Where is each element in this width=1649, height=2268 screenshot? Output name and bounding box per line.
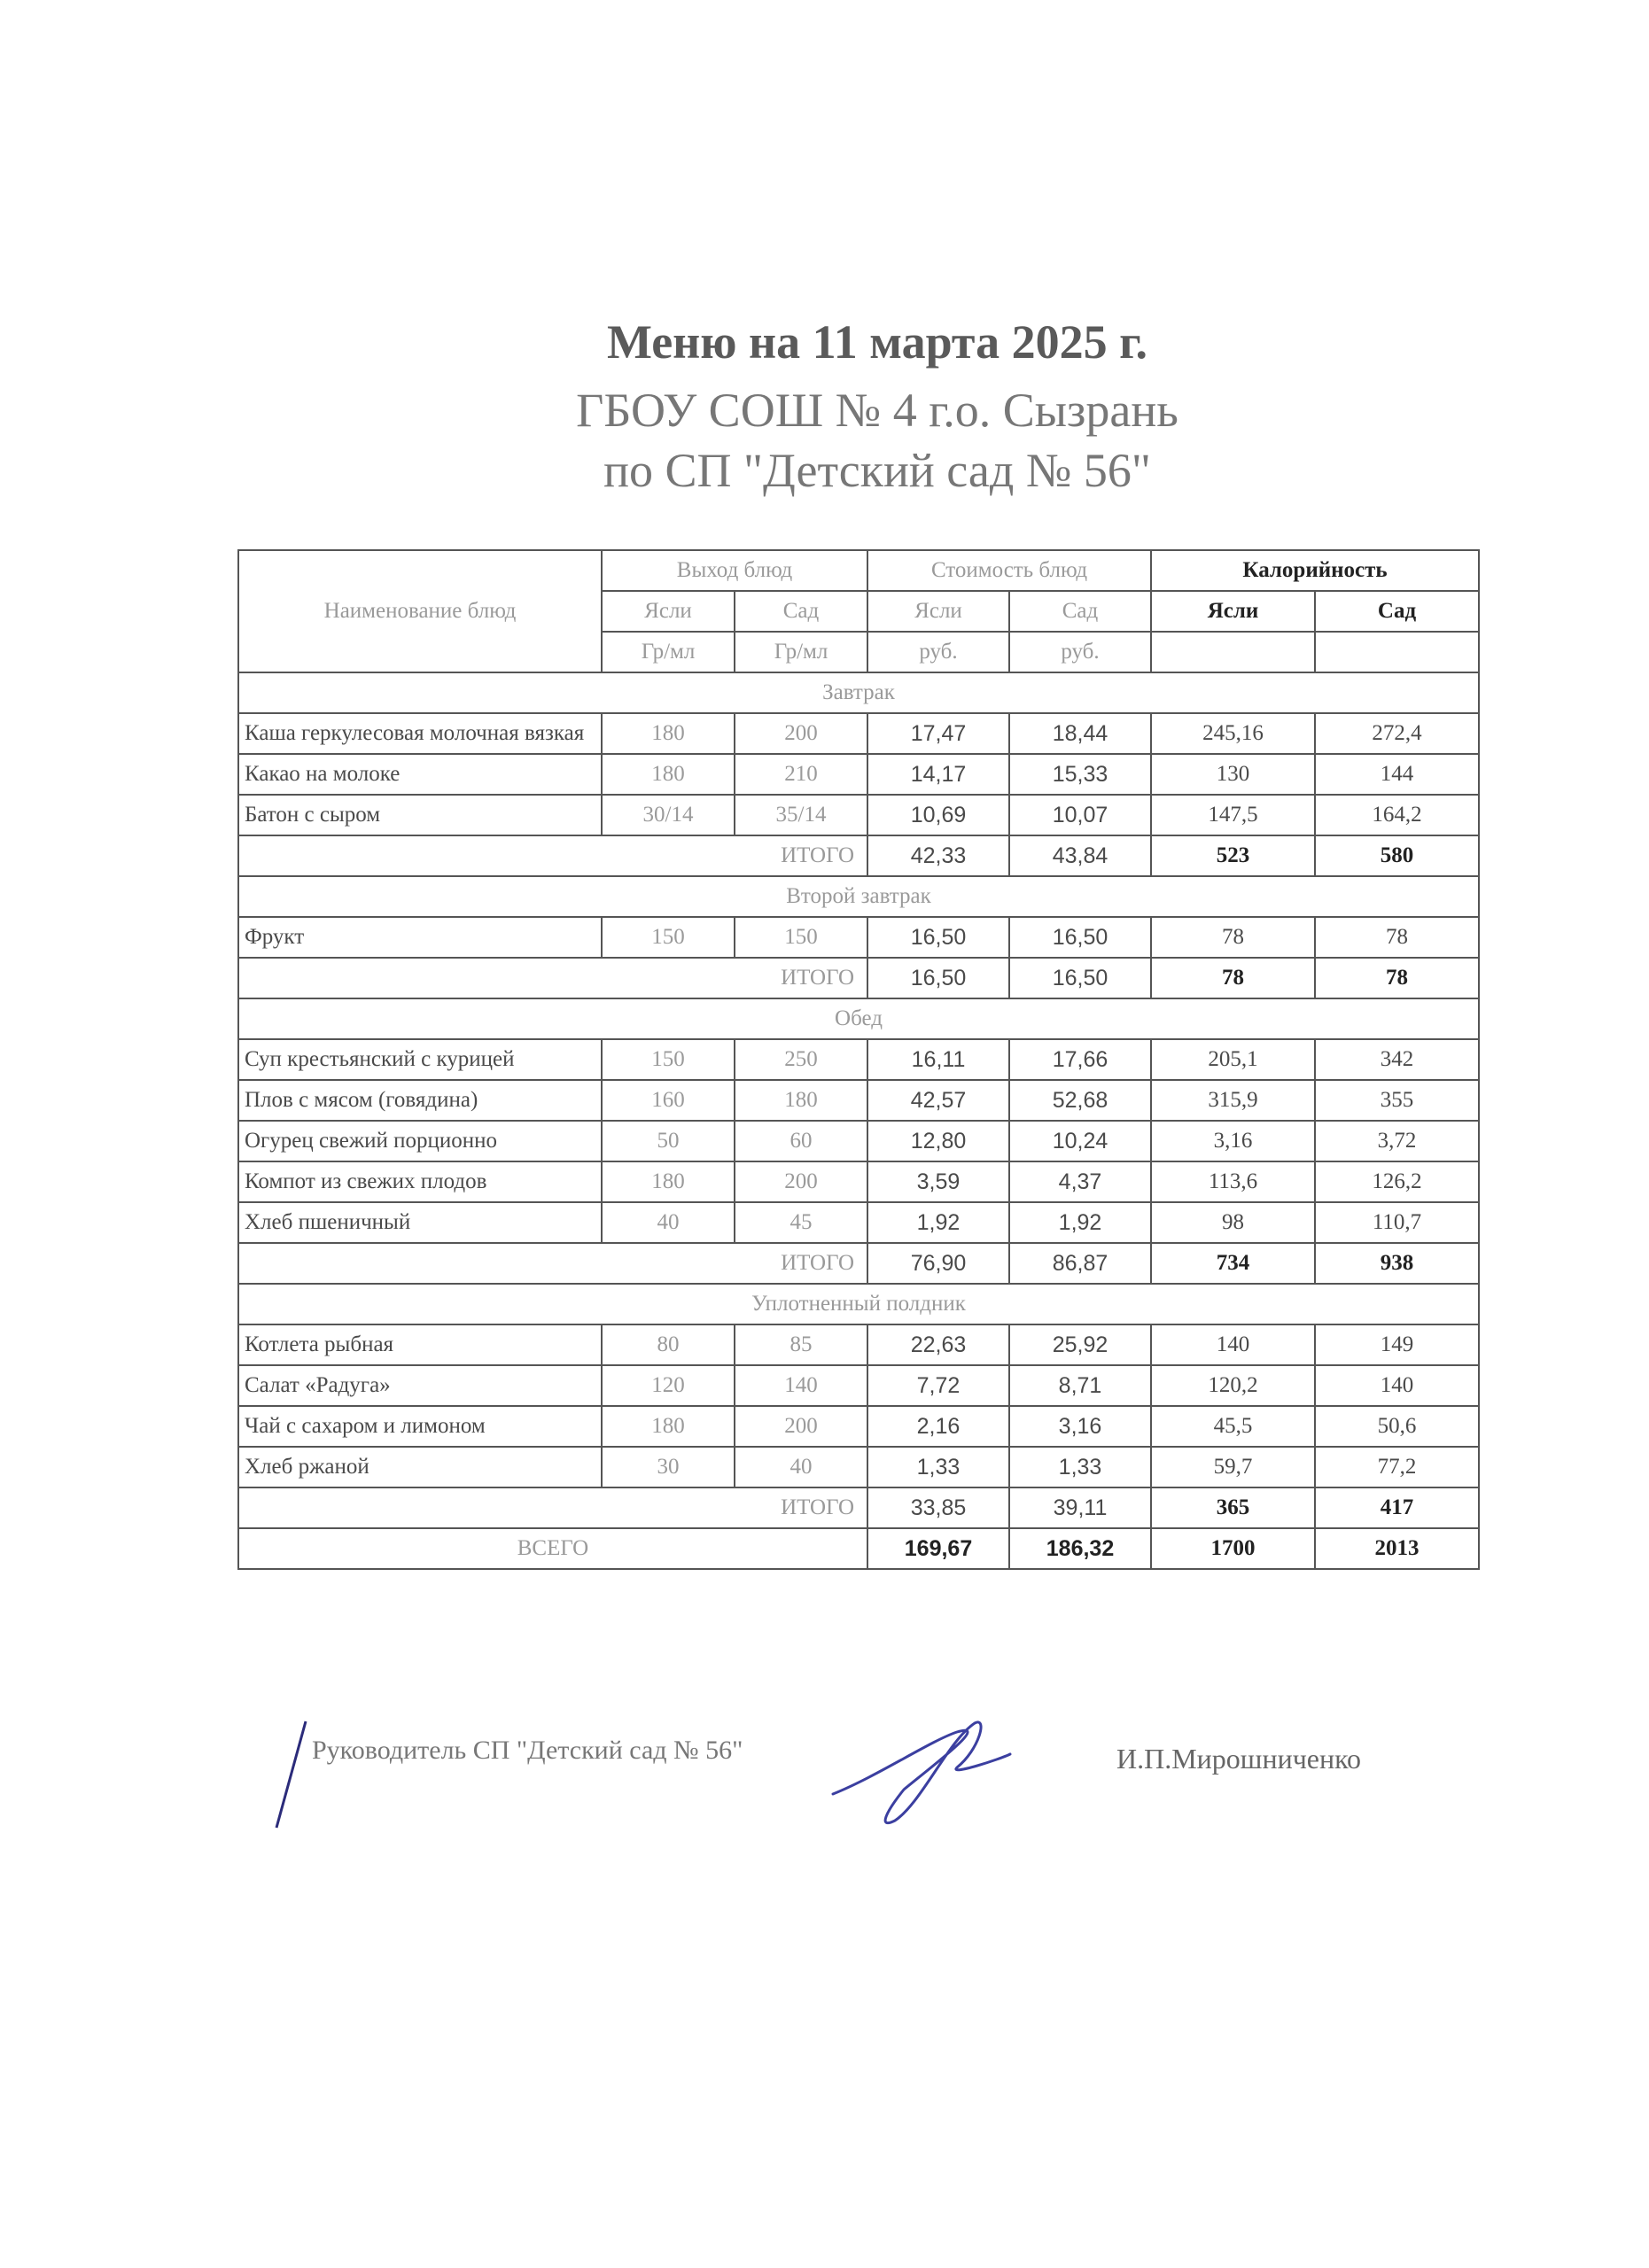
output-nursery: 160 — [602, 1080, 735, 1121]
table-row — [238, 795, 1479, 835]
output-nursery: 180 — [602, 1406, 735, 1447]
table-row — [238, 1161, 1479, 1202]
dish-name: Салат «Радуга» — [238, 1365, 602, 1406]
subtotal-cost-garden: 86,87 — [1009, 1243, 1151, 1284]
subtotal-label: ИТОГО — [238, 1487, 867, 1528]
grand-total-cal-garden: 2013 — [1315, 1528, 1479, 1569]
output-garden: 150 — [735, 917, 867, 958]
cal-nursery: 245,16 — [1151, 713, 1315, 754]
output-nursery: 30 — [602, 1447, 735, 1487]
grand-total-cal-nursery: 1700 — [1151, 1528, 1315, 1569]
output-nursery: 40 — [602, 1202, 735, 1243]
dish-name: Плов с мясом (говядина) — [238, 1080, 602, 1121]
output-nursery: 180 — [602, 754, 735, 795]
section-title: Второй завтрак — [238, 876, 1479, 917]
cost-nursery: 12,80 — [867, 1121, 1009, 1161]
section-title: Обед — [238, 998, 1479, 1039]
table-row — [238, 1202, 1479, 1243]
subtotal-cost-garden: 16,50 — [1009, 958, 1151, 998]
subtotal-cal-garden: 78 — [1315, 958, 1479, 998]
subtotal-label: ИТОГО — [238, 958, 867, 998]
cost-garden: 10,24 — [1009, 1121, 1151, 1161]
dish-name: Компот из свежих плодов — [238, 1161, 602, 1202]
page-title: Меню на 11 марта 2025 г. — [606, 315, 1148, 369]
subtotal-row — [238, 958, 1479, 998]
dish-name: Котлета рыбная — [238, 1324, 602, 1365]
cost-garden: 3,16 — [1009, 1406, 1151, 1447]
output-nursery: 180 — [602, 1161, 735, 1202]
kindergarten-name: по СП "Детский сад № 56" — [603, 444, 1151, 497]
section-header-row — [238, 1284, 1479, 1324]
dish-name: Суп крестьянский с курицей — [238, 1039, 602, 1080]
dish-name: Каша геркулесовая молочная вязкая — [238, 713, 602, 754]
output-nursery: 150 — [602, 917, 735, 958]
output-nursery: 120 — [602, 1365, 735, 1406]
cost-garden: 10,07 — [1009, 795, 1151, 835]
cal-garden: 78 — [1315, 917, 1479, 958]
cost-garden: 25,92 — [1009, 1324, 1151, 1365]
output-nursery: 150 — [602, 1039, 735, 1080]
output-garden: 200 — [735, 713, 867, 754]
grand-total-row — [238, 1528, 1479, 1569]
cal-nursery: 147,5 — [1151, 795, 1315, 835]
cal-nursery: 45,5 — [1151, 1406, 1315, 1447]
cal-garden-header: Сад — [1315, 591, 1479, 632]
dish-name: Чай с сахаром и лимоном — [238, 1406, 602, 1447]
cal-nursery: 130 — [1151, 754, 1315, 795]
cal-garden: 149 — [1315, 1324, 1479, 1365]
subtotal-label: ИТОГО — [238, 1243, 867, 1284]
unit-output-garden: Гр/мл — [735, 632, 867, 672]
grand-total-label: ВСЕГО — [238, 1528, 867, 1569]
cost-nursery: 3,59 — [867, 1161, 1009, 1202]
cost-garden: 18,44 — [1009, 713, 1151, 754]
cost-garden: 16,50 — [1009, 917, 1151, 958]
output-garden: 200 — [735, 1406, 867, 1447]
cost-nursery: 7,72 — [867, 1365, 1009, 1406]
signatory-name: И.П.Мирошниченко — [1116, 1743, 1362, 1775]
subtotal-cal-garden: 938 — [1315, 1243, 1479, 1284]
output-garden: 40 — [735, 1447, 867, 1487]
dish-name: Огурец свежий порционно — [238, 1121, 602, 1161]
table-row — [238, 754, 1479, 795]
subtotal-label: ИТОГО — [238, 835, 867, 876]
cost-nursery: 10,69 — [867, 795, 1009, 835]
handwritten-signature-icon — [824, 1705, 1019, 1838]
table-row — [238, 1406, 1479, 1447]
section-header-row — [238, 672, 1479, 713]
grand-total-cost-garden: 186,32 — [1009, 1528, 1151, 1569]
cost-garden: 17,66 — [1009, 1039, 1151, 1080]
cost-nursery: 16,11 — [867, 1039, 1009, 1080]
subtotal-cost-nursery: 33,85 — [867, 1487, 1009, 1528]
output-garden: 200 — [735, 1161, 867, 1202]
subtotal-cost-garden: 39,11 — [1009, 1487, 1151, 1528]
cal-nursery: 3,16 — [1151, 1121, 1315, 1161]
unit-cost-garden: руб. — [1009, 632, 1151, 672]
output-nursery: 50 — [602, 1121, 735, 1161]
output-nursery: 80 — [602, 1324, 735, 1365]
cal-garden: 144 — [1315, 754, 1479, 795]
output-garden: 60 — [735, 1121, 867, 1161]
table-row — [238, 1365, 1479, 1406]
calories-header: Калорийность — [1151, 550, 1479, 591]
table-row — [238, 1039, 1479, 1080]
cal-garden: 110,7 — [1315, 1202, 1479, 1243]
subtotal-cost-garden: 43,84 — [1009, 835, 1151, 876]
cal-garden: 140 — [1315, 1365, 1479, 1406]
subtotal-cal-garden: 580 — [1315, 835, 1479, 876]
dish-name-header: Наименование блюд — [238, 550, 602, 672]
subtotal-cal-nursery: 365 — [1151, 1487, 1315, 1528]
subtotal-cal-garden: 417 — [1315, 1487, 1479, 1528]
unit-cal-garden — [1315, 632, 1479, 672]
cost-garden: 8,71 — [1009, 1365, 1151, 1406]
cal-nursery: 113,6 — [1151, 1161, 1315, 1202]
output-garden: 180 — [735, 1080, 867, 1121]
cost-nursery: 14,17 — [867, 754, 1009, 795]
cal-garden: 355 — [1315, 1080, 1479, 1121]
output-garden-header: Сад — [735, 591, 867, 632]
dish-name: Батон с сыром — [238, 795, 602, 835]
subtotal-cal-nursery: 523 — [1151, 835, 1315, 876]
cal-garden: 3,72 — [1315, 1121, 1479, 1161]
subtotal-cost-nursery: 16,50 — [867, 958, 1009, 998]
cal-garden: 77,2 — [1315, 1447, 1479, 1487]
output-nursery: 180 — [602, 713, 735, 754]
cost-garden: 4,37 — [1009, 1161, 1151, 1202]
cost-nursery: 42,57 — [867, 1080, 1009, 1121]
cal-garden: 50,6 — [1315, 1406, 1479, 1447]
unit-cal-nursery — [1151, 632, 1315, 672]
cal-nursery: 120,2 — [1151, 1365, 1315, 1406]
output-garden: 45 — [735, 1202, 867, 1243]
cost-header: Стоимость блюд — [867, 550, 1151, 591]
subtotal-row — [238, 1243, 1479, 1284]
output-garden: 250 — [735, 1039, 867, 1080]
cal-garden: 272,4 — [1315, 713, 1479, 754]
cost-nursery: 2,16 — [867, 1406, 1009, 1447]
dish-name: Хлеб ржаной — [238, 1447, 602, 1487]
output-nursery-header: Ясли — [602, 591, 735, 632]
cost-nursery: 17,47 — [867, 713, 1009, 754]
school-name: ГБОУ СОШ № 4 г.о. Сызрань — [576, 384, 1178, 437]
cal-nursery-header: Ясли — [1151, 591, 1315, 632]
table-row — [238, 713, 1479, 754]
table-row — [238, 1080, 1479, 1121]
dish-name: Хлеб пшеничный — [238, 1202, 602, 1243]
cal-nursery: 59,7 — [1151, 1447, 1315, 1487]
cost-garden-header: Сад — [1009, 591, 1151, 632]
cost-nursery: 22,63 — [867, 1324, 1009, 1365]
signature-block — [266, 1714, 1418, 1856]
cost-garden: 1,33 — [1009, 1447, 1151, 1487]
cost-nursery-header: Ясли — [867, 591, 1009, 632]
cost-garden: 15,33 — [1009, 754, 1151, 795]
pen-stroke-icon — [266, 1714, 319, 1838]
menu-body — [238, 672, 1479, 1569]
subtotal-cost-nursery: 76,90 — [867, 1243, 1009, 1284]
unit-output-nursery: Гр/мл — [602, 632, 735, 672]
section-title: Завтрак — [238, 672, 1479, 713]
cal-garden: 164,2 — [1315, 795, 1479, 835]
table-row — [238, 917, 1479, 958]
cal-nursery: 140 — [1151, 1324, 1315, 1365]
section-header-row — [238, 876, 1479, 917]
output-garden: 85 — [735, 1324, 867, 1365]
cost-garden: 52,68 — [1009, 1080, 1151, 1121]
grand-total-cost-nursery: 169,67 — [867, 1528, 1009, 1569]
output-header: Выход блюд — [602, 550, 867, 591]
cal-nursery: 98 — [1151, 1202, 1315, 1243]
unit-cost-nursery: руб. — [867, 632, 1009, 672]
signatory-role: Руководитель СП "Детский сад № 56" — [312, 1736, 743, 1765]
menu-table — [237, 549, 1480, 1570]
subtotal-row — [238, 835, 1479, 876]
cost-nursery: 1,92 — [867, 1202, 1009, 1243]
cal-garden: 342 — [1315, 1039, 1479, 1080]
cal-garden: 126,2 — [1315, 1161, 1479, 1202]
subtotal-cal-nursery: 734 — [1151, 1243, 1315, 1284]
section-title: Уплотненный полдник — [238, 1284, 1479, 1324]
cal-nursery: 315,9 — [1151, 1080, 1315, 1121]
dish-name: Фрукт — [238, 917, 602, 958]
subtotal-cost-nursery: 42,33 — [867, 835, 1009, 876]
subtotal-cal-nursery: 78 — [1151, 958, 1315, 998]
output-garden: 140 — [735, 1365, 867, 1406]
cal-nursery: 205,1 — [1151, 1039, 1315, 1080]
output-garden: 35/14 — [735, 795, 867, 835]
table-row — [238, 1121, 1479, 1161]
cal-nursery: 78 — [1151, 917, 1315, 958]
cost-garden: 1,92 — [1009, 1202, 1151, 1243]
subtotal-row — [238, 1487, 1479, 1528]
table-row — [238, 1324, 1479, 1365]
cost-nursery: 1,33 — [867, 1447, 1009, 1487]
cost-nursery: 16,50 — [867, 917, 1009, 958]
table-row — [238, 1447, 1479, 1487]
section-header-row — [238, 998, 1479, 1039]
output-nursery: 30/14 — [602, 795, 735, 835]
output-garden: 210 — [735, 754, 867, 795]
dish-name: Какао на молоке — [238, 754, 602, 795]
